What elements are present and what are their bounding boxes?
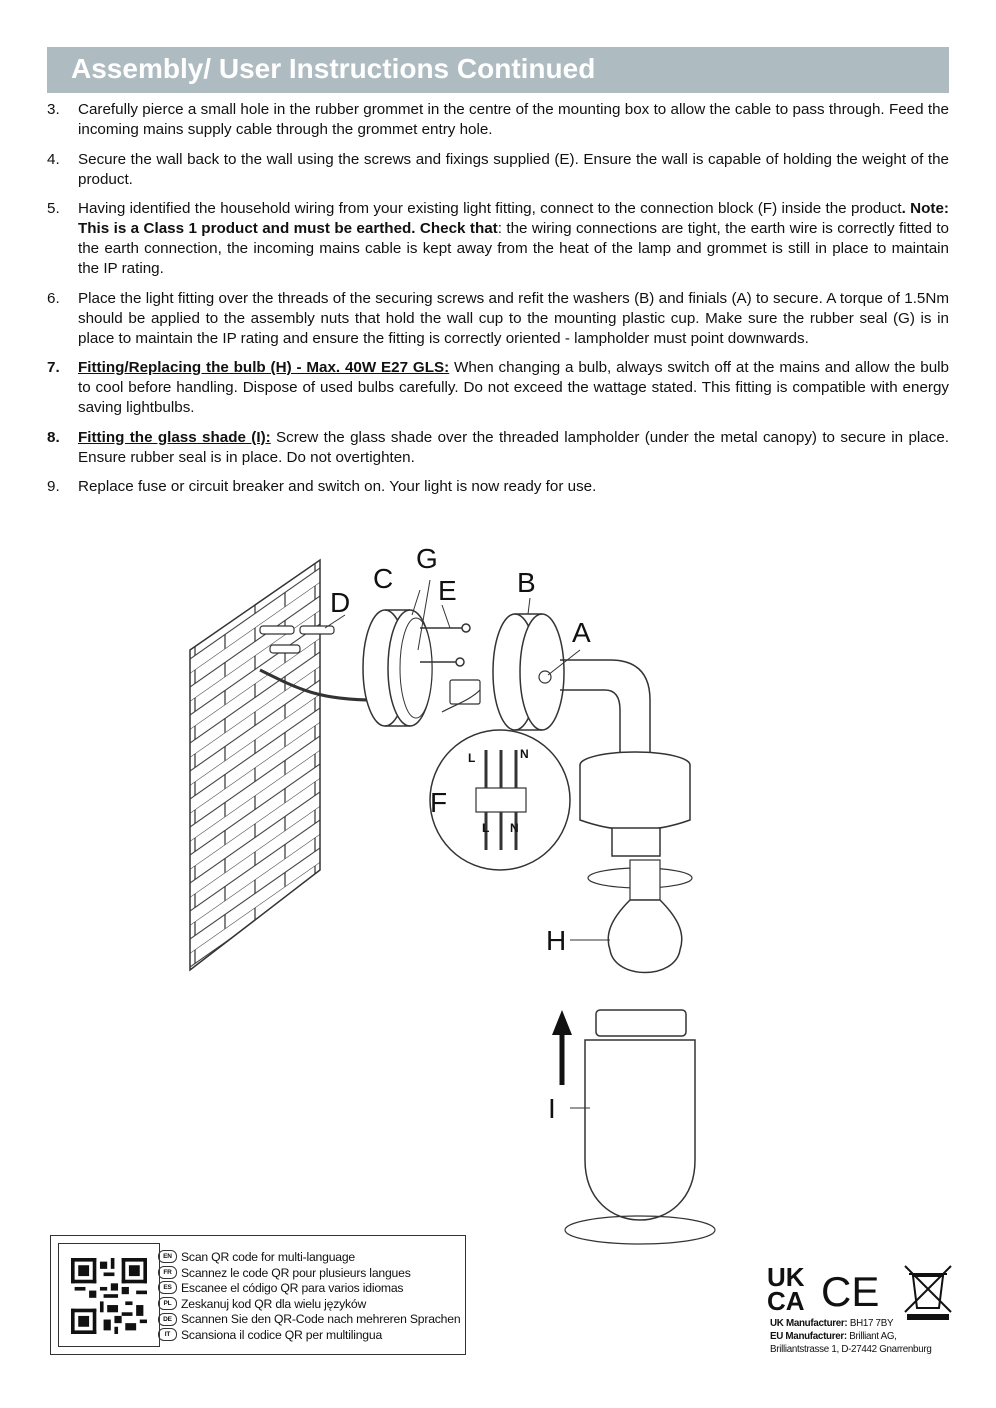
lang-item-es — [158, 1281, 460, 1297]
lang-item-fr — [158, 1266, 460, 1282]
lang-item-pl — [158, 1297, 460, 1313]
lang-text: Scan QR code for multi-language — [181, 1250, 356, 1264]
manufacturer-info — [770, 1318, 931, 1356]
step-text: Place the light fitting over the threads of the securing screws and refit the washers (B) and finials (A) to secure. A torque of 1.5Nm should be applied to the assembly nuts that hold the wall cup to the mounting plastic cup. Make sure the rubber seal (G) is in place to maintain the IP rating and ensure the fitting is correctly oriented - lampholder must point downwards. — [78, 289, 949, 347]
lang-item-it — [158, 1328, 460, 1344]
step-heading: Fitting the glass shade (I): — [78, 428, 271, 446]
step-8 — [47, 428, 949, 468]
header-bar — [47, 47, 949, 93]
label-live-lower: L — [482, 821, 490, 835]
label-f: F — [430, 787, 448, 818]
wiring-detail — [430, 730, 570, 870]
glass-shade — [565, 1010, 715, 1244]
step-number: 4. — [47, 150, 60, 168]
label-i: I — [548, 1093, 556, 1124]
label-neutral: N — [520, 747, 529, 761]
lang-text: Scannen Sie den QR-Code nach mehreren Sprachen — [181, 1312, 461, 1327]
qr-frame — [58, 1243, 160, 1347]
step-number: 5. — [47, 200, 60, 217]
lang-badge: ES — [158, 1281, 177, 1294]
label-neutral-lower: N — [510, 821, 519, 835]
language-list — [158, 1250, 460, 1344]
label-h: H — [546, 925, 567, 956]
lang-text: Zeskanuj kod QR dla wielu języków — [181, 1296, 367, 1311]
instruction-steps — [47, 100, 949, 507]
lang-text: Scansiona il codice QR per multilingua — [181, 1327, 383, 1342]
label-live: L — [468, 751, 476, 765]
lang-text: Escanee el código QR para varios idiomas — [181, 1281, 404, 1296]
step-6 — [47, 289, 949, 349]
ukca-mark-top: UK — [767, 1262, 805, 1292]
page-title: Assembly/ User Instructions Continued — [71, 53, 596, 84]
lang-badge: PL — [158, 1297, 177, 1310]
step-number: 6. — [47, 289, 60, 307]
step-text: Screw the glass shade over the threaded lampholder (under the metal canopy) to secure in place. Ensure rubber seal is in place. Do not overtighten. — [78, 428, 949, 466]
step-3 — [47, 100, 949, 140]
lang-badge: FR — [158, 1266, 177, 1279]
step-9 — [47, 477, 949, 497]
uk-manufacturer — [770, 1318, 931, 1331]
earthing-note: . Note: This is a Class 1 product and must be earthed. Check that — [78, 200, 949, 237]
label-d: D — [330, 587, 351, 618]
lang-item-de — [158, 1312, 460, 1328]
weee-bin-icon — [905, 1266, 951, 1312]
label-c: C — [373, 563, 394, 594]
eu-manufacturer-address: Brilliantstrasse 1, D-27442 Gnarrenburg — [770, 1343, 932, 1355]
uk-manufacturer-label: UK Manufacturer: — [770, 1318, 848, 1329]
assembly-illustration — [180, 540, 760, 1250]
qr-code-icon[interactable] — [71, 1258, 147, 1334]
light-bulb — [608, 860, 682, 973]
step-5 — [47, 199, 949, 279]
step-text-continued: : the wiring connections are tight, the earth wire is correctly fitted to the earth connection, the incoming mains cable is kept away from the heat of the lamp and grommet is still in place to maintain the IP rating. — [78, 220, 949, 277]
label-b: B — [517, 567, 536, 598]
connection-block — [442, 680, 480, 712]
step-text: Secure the wall back to the wall using the screws and fixings supplied (E). Ensure the wall is capable of holding the weight of the product. — [78, 150, 949, 188]
label-g: G — [416, 543, 438, 574]
lang-badge: IT — [158, 1328, 177, 1341]
step-text: Having identified the household wiring from your existing light fitting, connect to the connection block (F) inside the product — [78, 200, 902, 217]
step-7 — [47, 358, 949, 418]
qr-panel — [50, 1235, 466, 1355]
assembly-diagram — [180, 540, 760, 1250]
certification-marks — [765, 1262, 955, 1320]
wall-cup — [493, 614, 564, 730]
step-4 — [47, 150, 949, 190]
up-arrow — [552, 1010, 572, 1085]
label-a: A — [572, 617, 591, 648]
lamp-arm — [560, 660, 650, 755]
brick-wall — [190, 560, 320, 970]
step-text: Replace fuse or circuit breaker and switch on. Your light is now ready for use. — [78, 478, 597, 495]
ukca-mark-bottom: CA — [767, 1286, 805, 1316]
ce-mark: CE — [821, 1268, 880, 1315]
uk-manufacturer-value: BH17 7BY — [847, 1318, 894, 1329]
step-number: 3. — [47, 101, 60, 118]
step-heading: Fitting/Replacing the bulb (H) - Max. 40W E27 GLS: — [78, 359, 450, 376]
eu-manufacturer-label: EU Manufacturer: — [770, 1330, 847, 1342]
lang-item-en — [158, 1250, 460, 1266]
lang-text: Scannez le code QR pour plusieurs langues — [181, 1265, 411, 1280]
lang-badge: EN — [158, 1250, 177, 1263]
metal-canopy — [580, 752, 690, 856]
eu-manufacturer — [770, 1331, 931, 1344]
certification-icons — [765, 1262, 955, 1320]
step-number: 7. — [47, 359, 60, 376]
label-e: E — [438, 575, 457, 606]
eu-manufacturer-value: Brilliant AG, — [846, 1330, 897, 1342]
step-text: When changing a bulb, always switch off at the mains and allow the bulb to cool before handling. Dispose of used bulbs carefully. Do not exceed the wattage stated. This fitting is compatible with energy saving lightbulbs. — [78, 359, 949, 416]
step-number: 8. — [47, 428, 60, 446]
lang-badge: DE — [158, 1313, 177, 1326]
step-text: Carefully pierce a small hole in the rubber grommet in the centre of the mounting box to allow the cable to pass through. Feed the incoming mains supply cable through the grommet entry hole. — [78, 101, 949, 138]
step-number: 9. — [47, 478, 60, 495]
